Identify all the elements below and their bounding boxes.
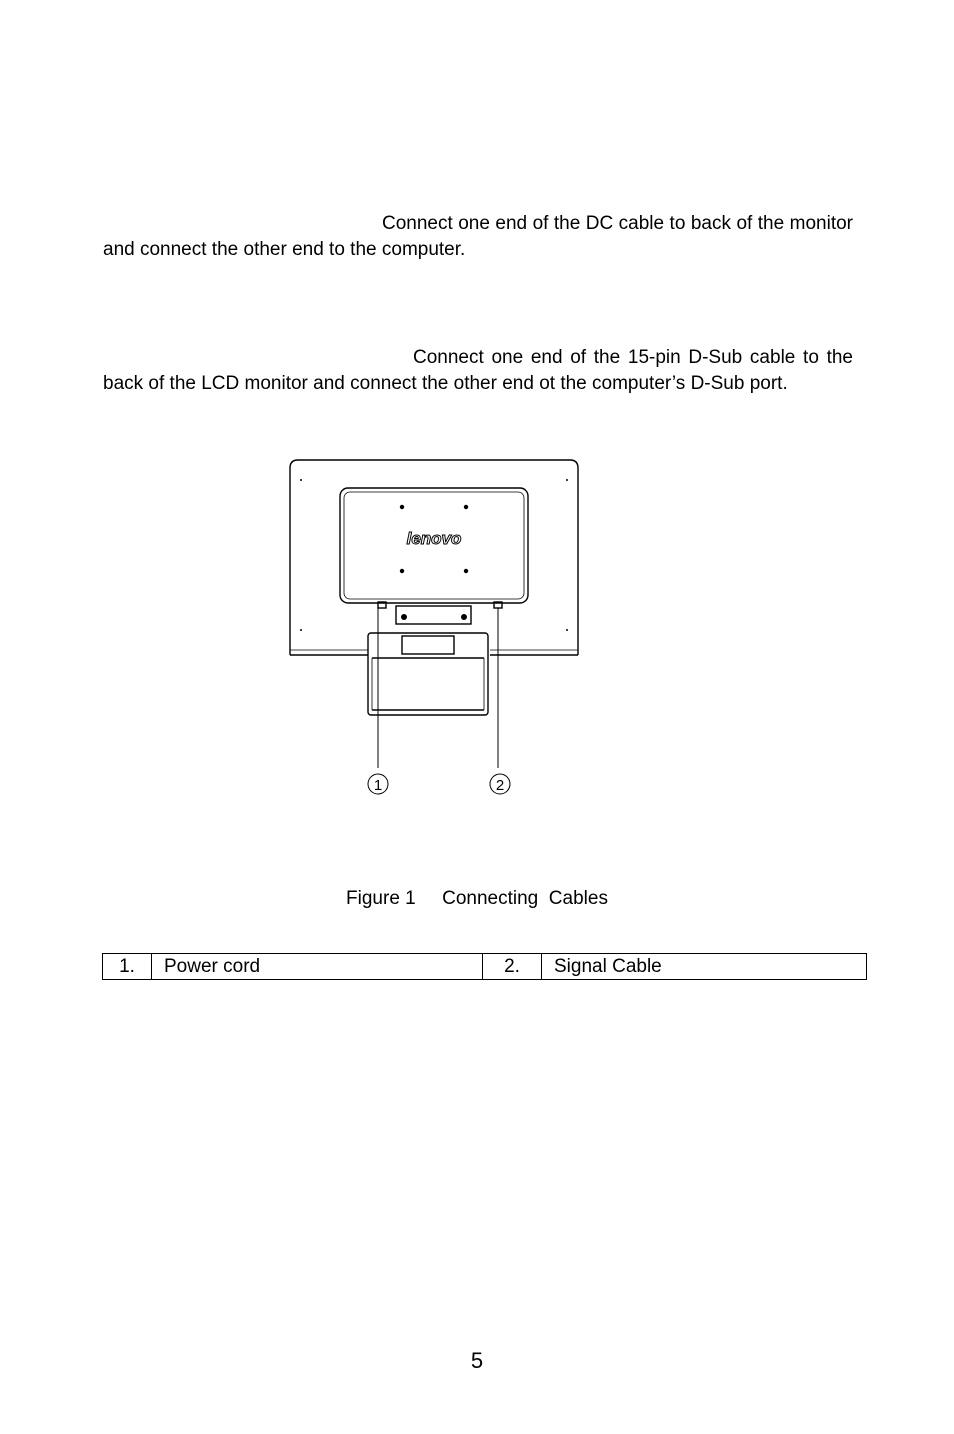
paragraph-dsub-cable (103, 345, 853, 397)
legend-label-1: Power cord (152, 954, 483, 980)
legend-number-2: 2. (483, 954, 542, 980)
lenovo-logo: lenovo (406, 529, 462, 548)
paragraph-dc-cable-text: Connect one end of the DC cable to back of the monitor and connect the other end to the computer. (103, 213, 853, 260)
table-row (103, 954, 867, 980)
monitor-back-figure (280, 450, 600, 810)
stand-neck (368, 633, 488, 715)
monitor-outline (290, 460, 578, 655)
page-number: 5 (470, 1348, 484, 1373)
callout-label-1: 1 (373, 777, 383, 794)
legend-table (102, 953, 867, 980)
paragraph-dsub-cable-text: Connect one end of the 15-pin D-Sub cable to the back of the LCD monitor and connect the other end ot the computer’s D-Sub port. (103, 347, 853, 394)
legend-label-2: Signal Cable (542, 954, 867, 980)
figure-caption: Figure 1 Connecting Cables (346, 888, 608, 909)
callout-label-2: 2 (495, 777, 505, 794)
paragraph-dc-cable (103, 211, 853, 263)
legend-number-1: 1. (103, 954, 152, 980)
port-cover (396, 606, 471, 624)
